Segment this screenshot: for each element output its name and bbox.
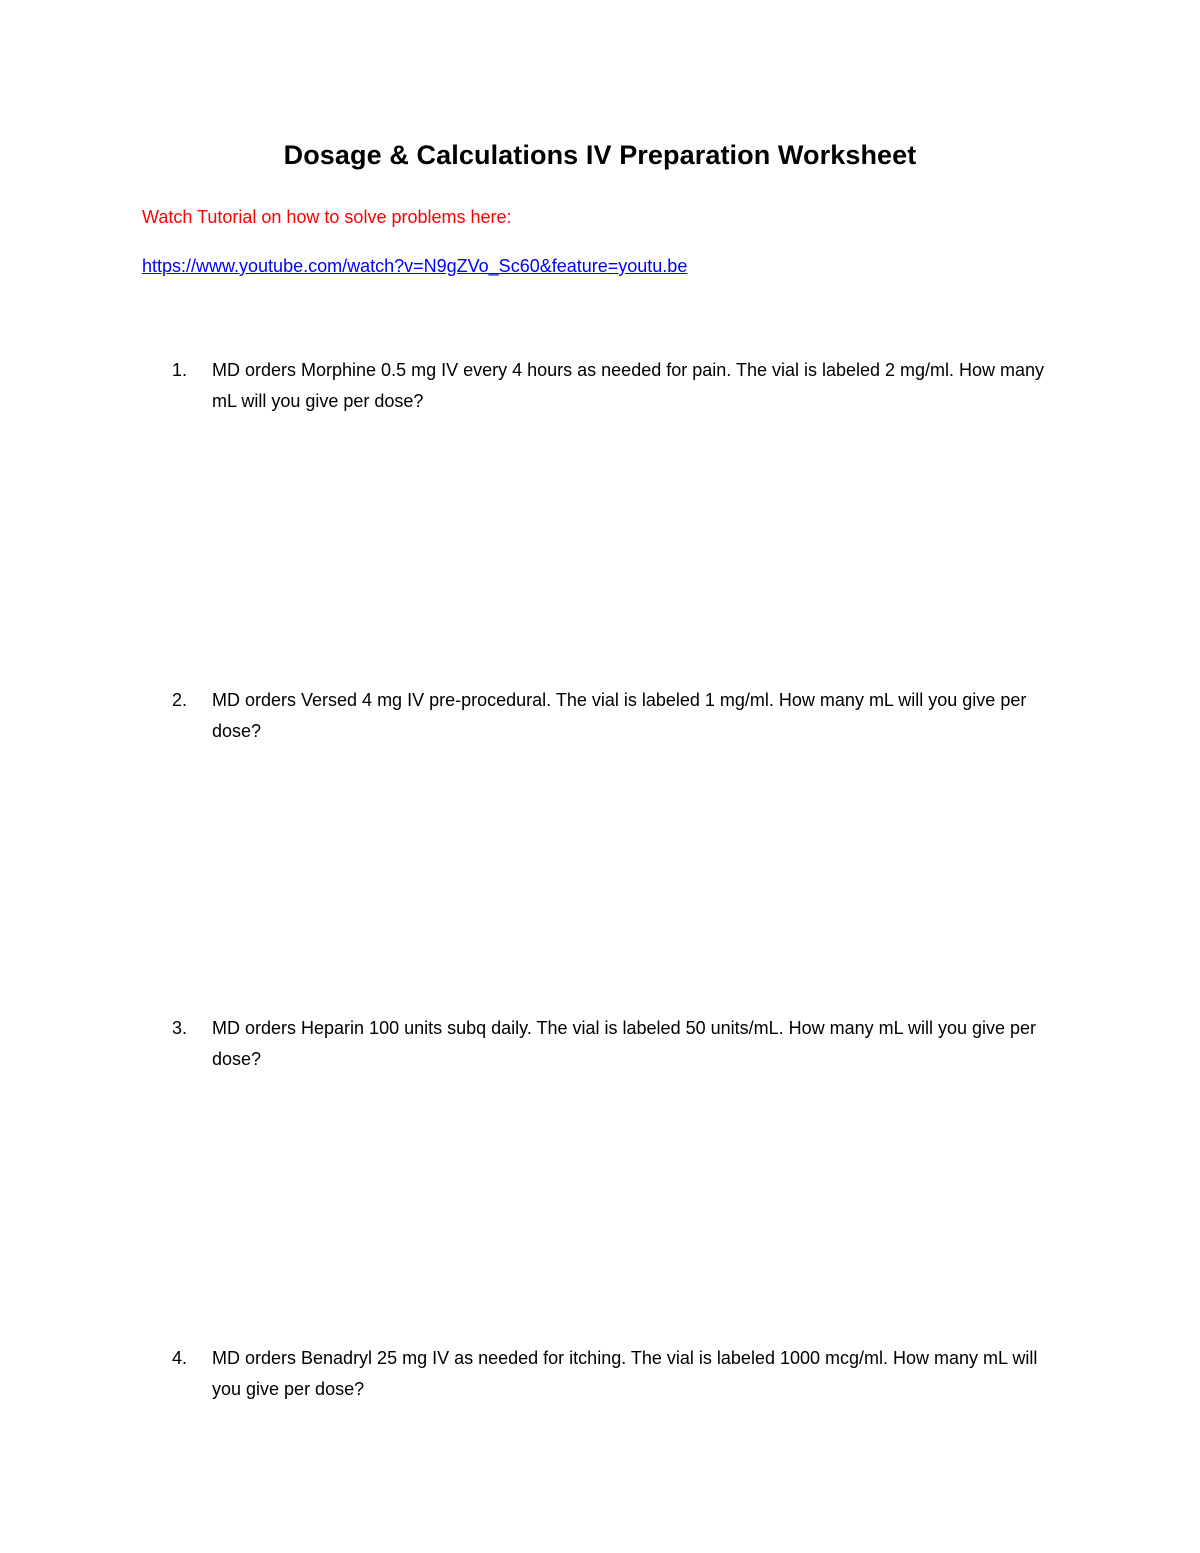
question-text: MD orders Benadryl 25 mg IV as needed for itching. The vial is labeled 1000 mcg/ml. How many mL will you give per dose? [212,1348,1038,1399]
question-number: 2. [172,690,188,710]
page-title: Dosage & Calculations IV Preparation Worksheet [283,140,917,170]
question-text: MD orders Heparin 100 units subq daily. The vial is labeled 50 units/mL. How many mL will you give per dose? [212,1018,1037,1069]
question-item [172,355,1062,417]
question-item [172,1013,1062,1075]
tutorial-note: Watch Tutorial on how to solve problems here: [142,207,512,227]
question-item [172,1343,1062,1405]
question-text: MD orders Versed 4 mg IV pre-procedural. The vial is labeled 1 mg/ml. How many mL will you give per dose? [212,690,1027,741]
question-text: MD orders Morphine 0.5 mg IV every 4 hours as needed for pain. The vial is labeled 2 mg/ml. How many mL will you give per dose? [212,360,1045,411]
question-number: 3. [172,1018,188,1038]
question-item [172,685,1062,747]
tutorial-link[interactable]: https://www.youtube.com/watch?v=N9gZVo_Sc60&feature=youtu.be [142,256,688,276]
question-number: 4. [172,1348,188,1368]
question-number: 1. [172,360,188,380]
